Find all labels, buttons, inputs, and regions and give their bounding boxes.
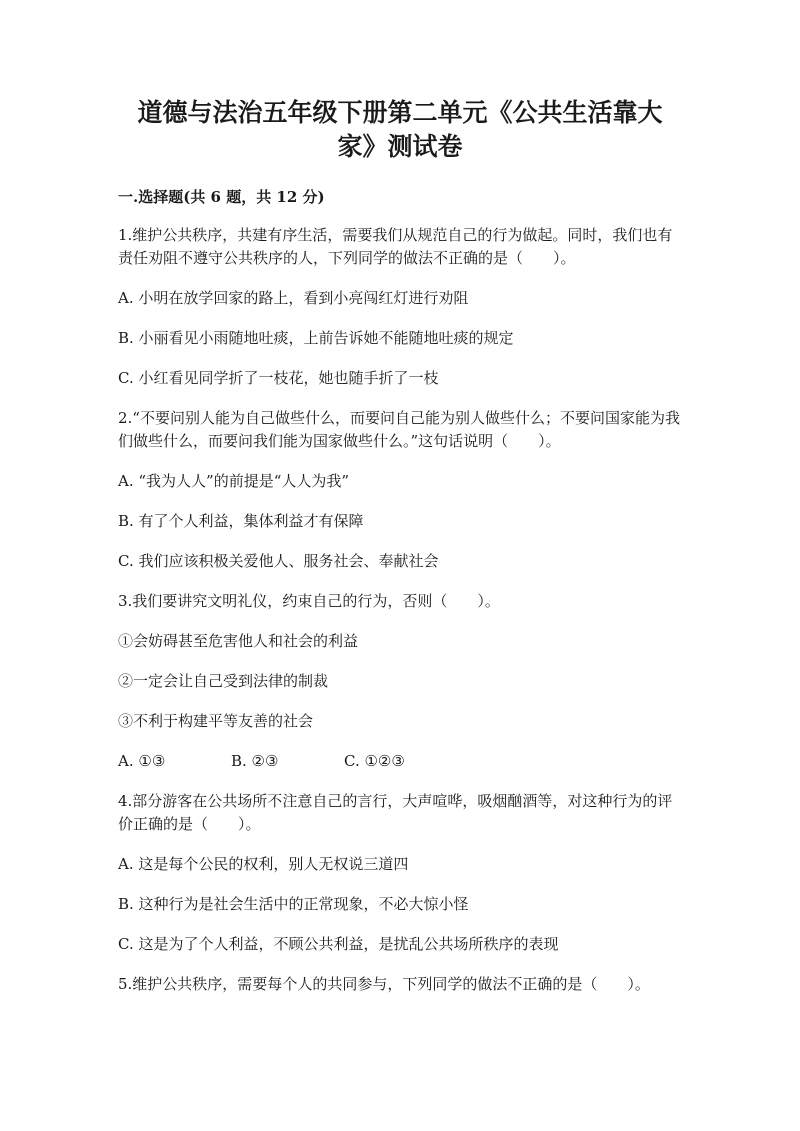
option-c: C. ①②③ <box>344 752 405 770</box>
option-b: B. 有了个人利益，集体利益才有保障 <box>118 512 364 530</box>
option-a: A. 这是每个公民的权利，别人无权说三道四 <box>118 855 409 873</box>
question-5 <box>118 973 682 996</box>
inline-options <box>118 750 682 773</box>
question-stem: 2.“不要问别人能为自己做些什么，而要问自己能为别人做些什么；不要问国家能为我们做些什么，而要问我们能为国家做些什么。”这句话说明（ ）。 <box>118 409 680 450</box>
option-a: A. 小明在放学回家的路上，看到小亮闯红灯进行劝阻 <box>118 289 469 307</box>
option-b: B. 小丽看见小雨随地吐痰，上前告诉她不能随地吐痰的规定 <box>118 329 514 347</box>
question-stem: 5.维护公共秩序，需要每个人的共同参与，下列同学的做法不正确的是（ ）。 <box>118 975 650 993</box>
title-line-2: 家》测试卷 <box>337 132 463 161</box>
option-c: C. 小红看见同学折了一枝花，她也随手折了一枝 <box>118 369 439 387</box>
statement-3: ③不利于构建平等友善的社会 <box>118 712 314 730</box>
question-2 <box>118 407 682 573</box>
option-a: A. ①③ <box>118 752 166 770</box>
statement-1: ①会妨碍甚至危害他人和社会的利益 <box>118 632 359 650</box>
statement-2: ②一定会让自己受到法律的制裁 <box>118 672 329 690</box>
question-stem: 3.我们要讲究文明礼仪，约束自己的行为，否则（ ）。 <box>118 592 500 610</box>
question-1 <box>118 224 682 390</box>
option-a: A. “我为人人”的前提是“人人为我” <box>118 472 350 490</box>
option-c: C. 这是为了个人利益，不顾公共利益，是扰乱公共场所秩序的表现 <box>118 935 559 953</box>
question-stem: 4.部分游客在公共场所不注意自己的言行，大声喧哗，吸烟酗酒等，对这种行为的评价正确的是（ ）。 <box>118 792 673 833</box>
page-title <box>118 96 682 164</box>
question-3 <box>118 590 682 773</box>
question-4 <box>118 790 682 956</box>
option-b: B. 这种行为是社会生活中的正常现象，不必大惊小怪 <box>118 895 469 913</box>
option-c: C. 我们应该积极关爱他人、服务社会、奉献社会 <box>118 552 439 570</box>
question-stem: 1.维护公共秩序，共建有序生活，需要我们从规范自己的行为做起。同时，我们也有责任劝阻不遵守公共秩序的人，下列同学的做法不正确的是（ ）。 <box>118 226 673 267</box>
section-heading: 一.选择题(共 6 题，共 12 分) <box>118 188 325 206</box>
option-b: B. ②③ <box>231 752 279 770</box>
title-line-1: 道德与法治五年级下册第二单元《公共生活靠大 <box>137 98 663 127</box>
